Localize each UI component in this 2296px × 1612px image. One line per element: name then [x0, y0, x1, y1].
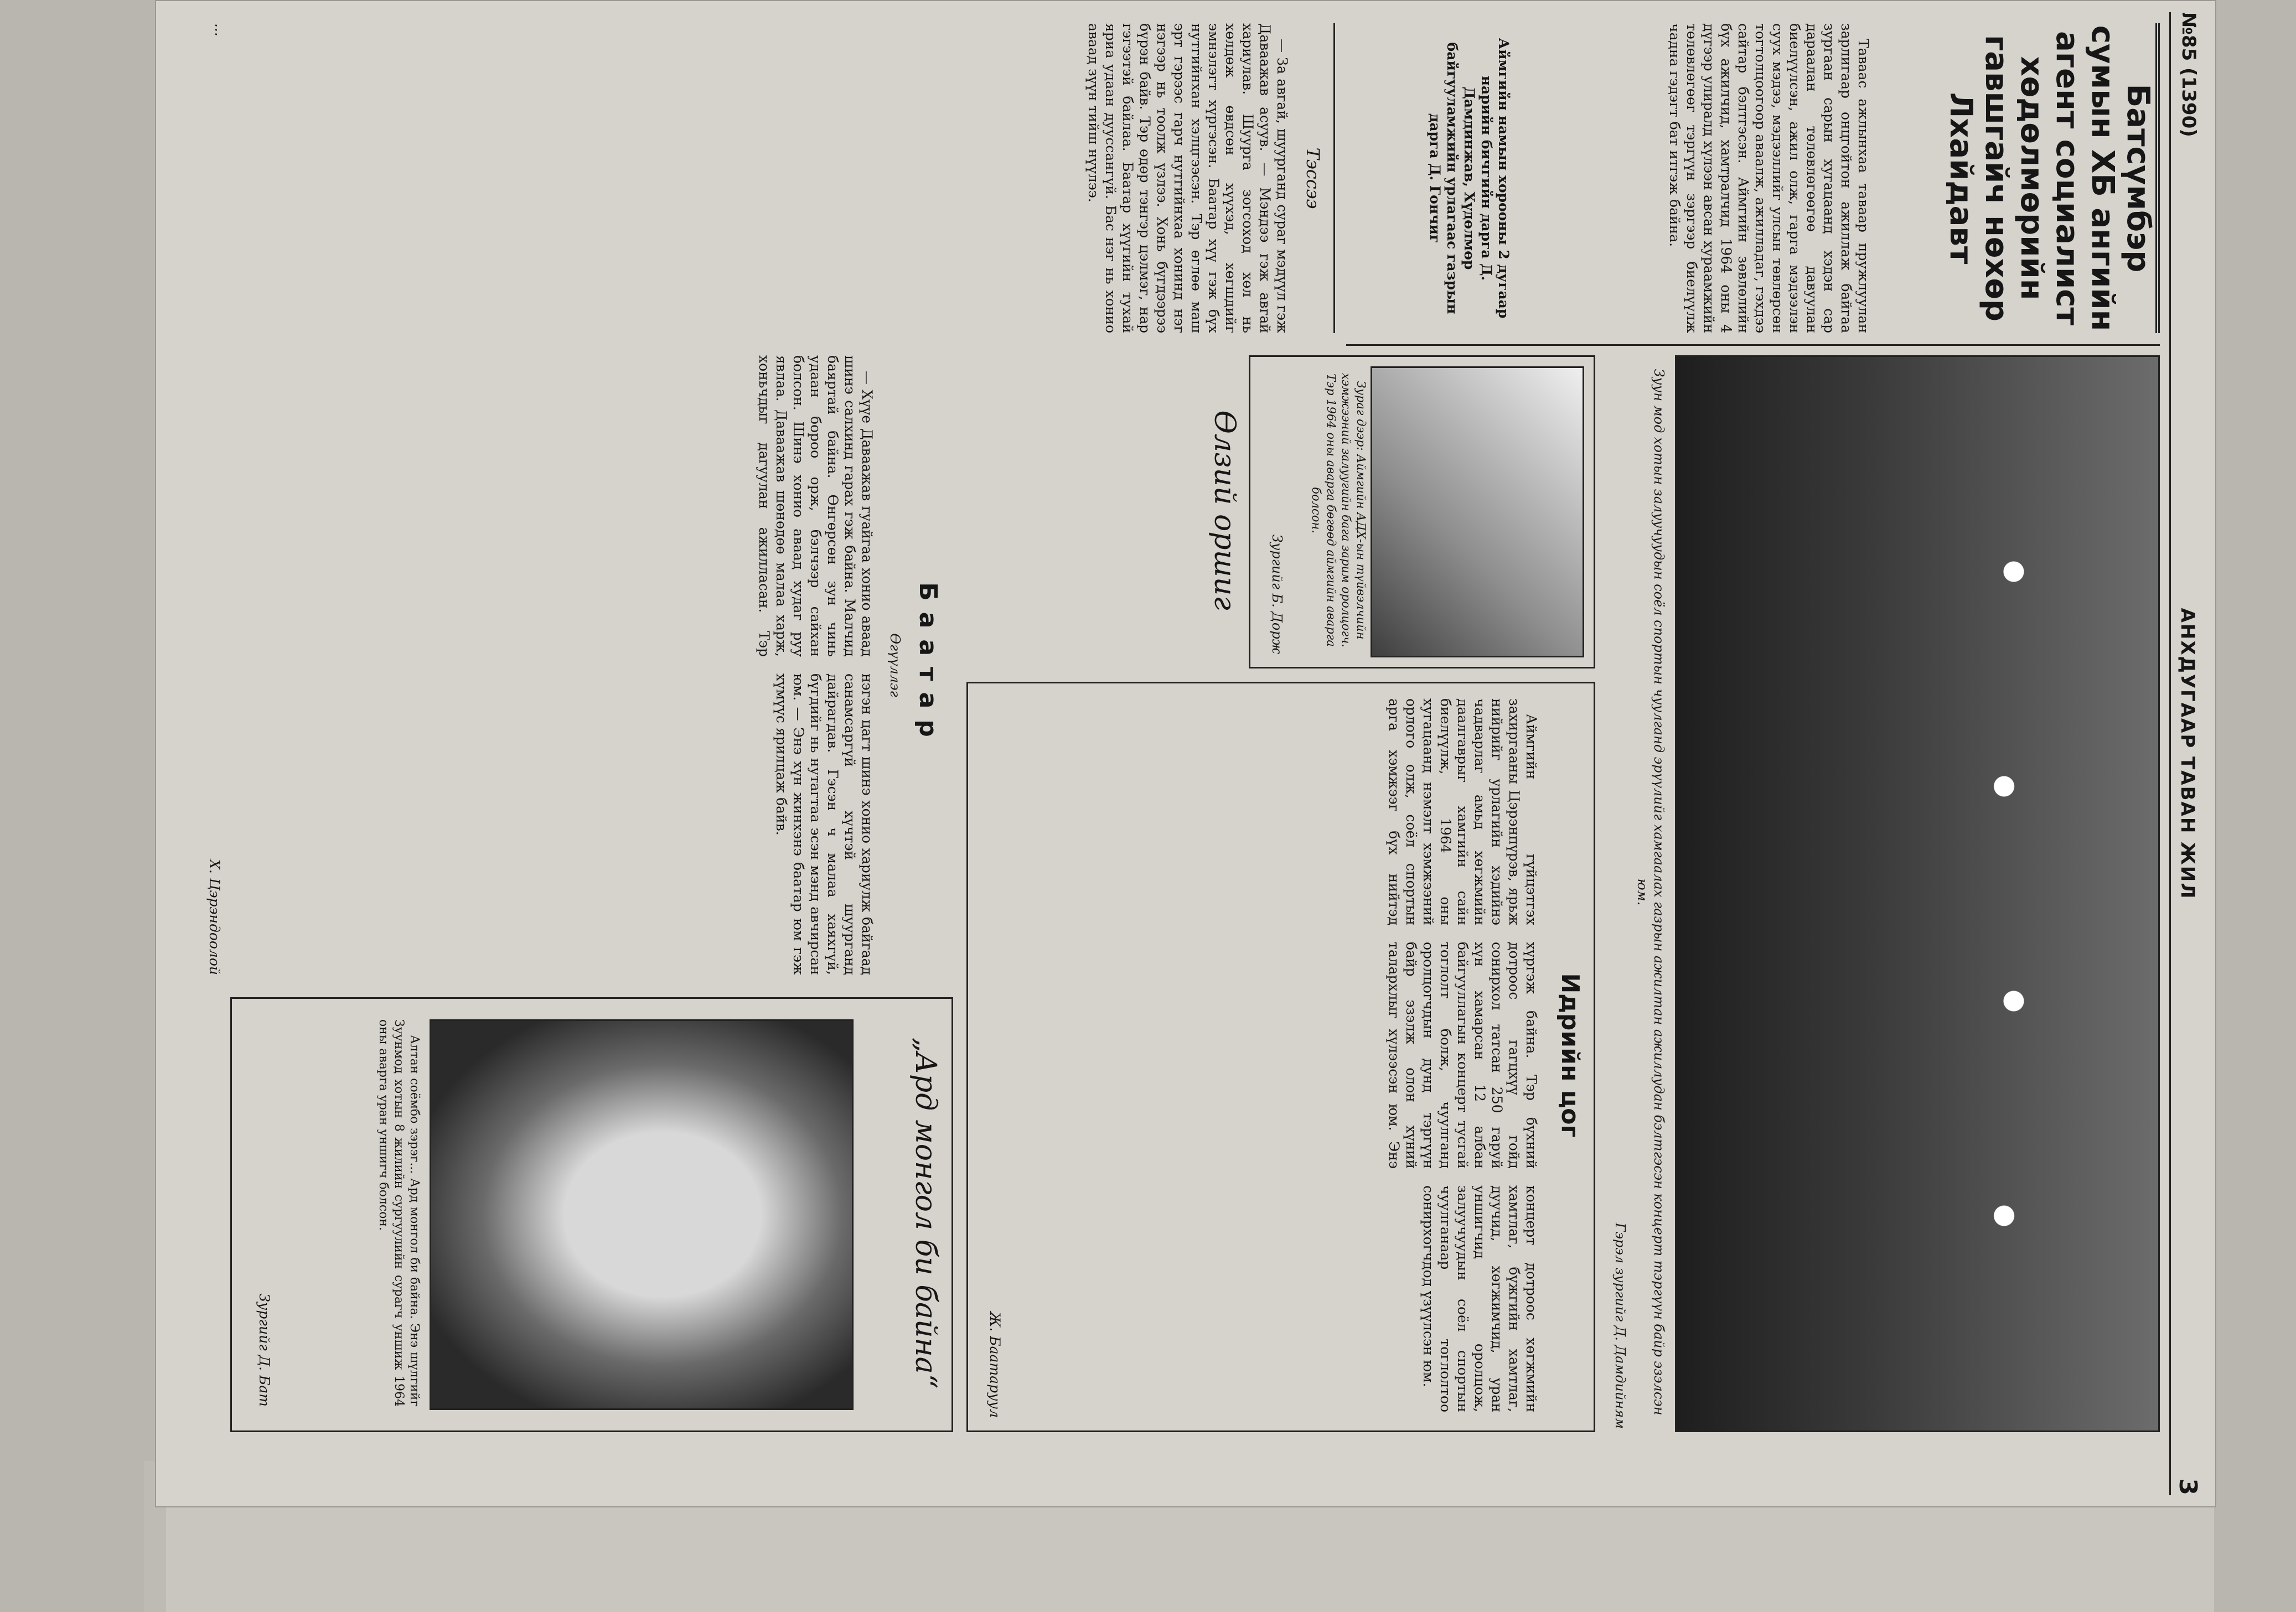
idriin-dog-signature: Ж. Баатаруул: [987, 1312, 1003, 1418]
column-divider: [1346, 344, 2160, 346]
article1-signature-block: [1368, 23, 1512, 333]
ard-mongol-body: [278, 1019, 422, 1407]
ard-mongol-title: „Ард монгол би байна“: [909, 1037, 942, 1389]
baatar-text: — Хүүе Даваажав гуайгаа хонио аваад шинэ салхинд гарах гэж байна. Малчид баяртай байна. Өнгөрсөн зун чинь удаан бороо орж, бэлчээр сайхан болсон. Шинэ хонио аваад худаг руу явлаа. Даваажав шөнөдөө малаа харж, хоньчдыг дагуулан ажилласан. Тэр нэгэн цагт шинэ хонио хариулж байгаад санамсаргүй хүчтэй шуурганд дайрагдав. Гэсэн ч малаа хаяхгүй, бүгдийг нь нутагтаа эсэн мэнд авчирсан юм. — Энэ хүн жинхэнэ баатар юм гэж хүмүүс ярилцаж байв.: [756, 355, 875, 975]
child-photo: [1371, 366, 1584, 657]
newspaper-page: [155, 0, 2216, 1507]
rotated-content: [156, 1, 2215, 1506]
ard-mongol-text: Алтан соёмбо зэрэг... Ард монгол би байна. Энэ шүлгийг Зуунмод хотын 8 жилийн сургуулийн сурагч уншиж 1964 оны аварга уран уншигч болсон.: [376, 1019, 421, 1407]
concert-photo: [1675, 355, 2160, 1432]
baatar-body: [234, 355, 876, 975]
concert-photo-caption: Зуун мод хотын залуучуудын соёл спортын чуулганд эрүүлийг хамгаалах газрын ажилтан ажиллудан бэлтгэсэн концерт тэргүүн байр эзэлсэн юм.: [1635, 369, 1667, 1416]
page-header: [2169, 12, 2204, 1495]
child-photo-credit: Зургийг Б. Дорж: [1269, 534, 1285, 654]
issue-number: №85 (1390): [2178, 12, 2200, 137]
baatar-signature: Х. Цэрэндоолой: [206, 859, 223, 975]
idriin-dog-text: Аймгийн гүйцэтгэх захиргааны Цэрэнпүрэв, ярьж нийрийг урлагийн хэдийнэ чадварлаг амьд хөгжмийн даалгаврыг хамгийн сайн биелүүлж, 1964 оны хугацаанд нэмэлт хэмжээний орлого олж, соёл спортын арга хэмжээг бүх нийтэд хүргэж байна. Тэр бүхний дотроос гагцхүү гойд сонирхол татсан 250 гаруй хүн хамарсан 12 албан байгууллагын концерт тусгай тоглолт болж, чуулганд оролцогчдын дунд тэргүүн байр эзэлж олон хүний талархлыг хүлээсэн юм. Энэ концерт дотроос хөгжмийн хамтлаг, бүжгийн хамтлаг, дуучид, хөгжимчид, уран уншигчид оролцож, залуучуудын соёл спортын чуулганаар тоглолтоо сонирхогчдод үзүүлсэн юм.: [1386, 698, 1539, 1412]
article1-body: [1518, 23, 1872, 333]
concert-photo-credit: Гэрэл зургийг Д. Дамдийням: [1612, 1222, 1628, 1429]
article1-text: Таваас ажлынхаа таваар пружлуулан зарлигаар онцгойтон ажиллаж байгаа зургаан сарын хугацаанд хэдэн сар дараалан төлөвлөгөөгөө давуулан биелүүлсэн, ажил олж, гарга мэдээлэн суух мэдээ, мэдээллийг улсын төвлөрсөн тогтолцоогоор аваалж, ажилладаг, гэхдээ сайтар бэлтгэсэн. Аймгийн зөвлөлийн бүх ажилчид, хамтралчид 1964 оны 4 дүгээр улиралд хүлээн авсан хураамжийн төлөвлөгөөг тэргүүн зэргээр биелүүлж чадна гэдэгт бат итгэж байна.: [1667, 23, 1871, 333]
idriin-dog-body: [1014, 698, 1540, 1412]
header-title: АНХДУГААР ТАВАН ЖИЛ: [2176, 608, 2199, 900]
reciter-photo: [430, 1019, 854, 1410]
olzii-title: Өлзий оршиг: [1208, 410, 1241, 610]
tessee-footer: ...: [212, 23, 228, 37]
baatar-subtitle: Өгүүллэг: [887, 633, 903, 697]
tessee-text: — За авгай, шуурганд сураг мэдүүл гэж Даваажав асуув. — Мэндээ гэж авгай хариулав. Шуурга зогсоход хөл нь хөлдөж өвдсөн хүүхэд, хөгшдийг эмнэлэгт хүргэсэн. Баатар хүү гэж бүх нутгийнхан хэлцгээсэн. Тэр өглөө маш эрт гэрээс гарч нутгийнхаа хонинд нэг нэгээр нь тоолж үзлээ. Хонь бүгдээрээ бүрэн байв. Тэр өдөр тэнгэр цэлмэг, нар гэгээтэй байлаа. Баатар хүүгийн тухай яриа удаан дууссангүй. Бас нэг нь хонио аваад зүүн тийш нүүлээ.: [1085, 23, 1290, 333]
tessee-body: [239, 23, 1291, 333]
tessee-title: Тэссээ: [1302, 147, 1323, 209]
tessee-divider: [1333, 23, 1335, 333]
child-photo-caption: Зураг дээр: Аймгийн АДХ-ын түйвэлчийн хэмжээний залуугийн бага зарим оролцогч. Тэр 1964 оны аварга бөгөөд аймгийн аварга болсон.: [1310, 373, 1368, 647]
ard-mongol-signature: Зургийг Д. Бат: [256, 1293, 272, 1407]
idriin-dog-title: Идрийн цог: [1556, 973, 1584, 1138]
article1-signature: Аймгийн намын хорооны 2 дугаар нарийн бичгийн дарга Д. Дамдинжав, Хүдөлмөр байгууламжийн урлагаас газрын дарга Д. Гончиг: [1427, 38, 1512, 319]
page-number: 3: [2174, 1478, 2202, 1495]
article1-headline: Батсүмбэр сумын ХБ ангийн агент социалист хөдөлмөрийн гавшгайч нөхөр Лхайдавт: [1879, 23, 2160, 333]
baatar-title: Баатар: [914, 582, 942, 748]
